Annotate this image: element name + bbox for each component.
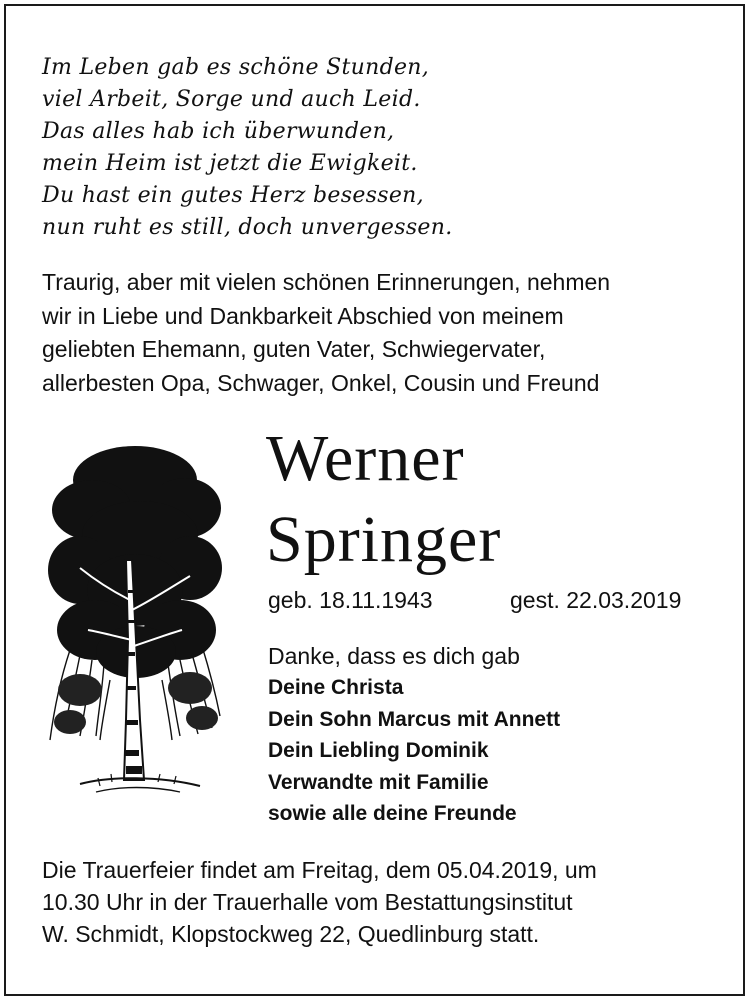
death-date: gest. 22.03.2019: [510, 587, 682, 613]
service-line: Die Trauerfeier findet am Freitag, dem 05.04.2019, um: [42, 857, 597, 883]
poem-line: nun ruht es still, doch unvergessen.: [42, 215, 453, 240]
birch-tree-icon: [40, 440, 226, 814]
intro-line: Traurig, aber mit vielen schönen Erinnerungen, nehmen: [42, 269, 611, 295]
poem-line: Du hast ein gutes Herz besessen,: [42, 183, 424, 208]
intro-line: allerbesten Opa, Schwager, Onkel, Cousin und Freund: [42, 369, 600, 396]
service-info: [42, 854, 722, 950]
last-name: Springer: [266, 503, 502, 576]
service-line: 10.30 Uhr in der Trauerhalle vom Bestattungsinstitut: [42, 889, 573, 915]
life-dates: [268, 586, 708, 614]
signer: Verwandte mit Familie: [268, 770, 489, 794]
signers-list: [268, 672, 560, 830]
thanks-line: Danke, dass es dich gab: [268, 643, 520, 669]
poem-line: Im Leben gab es schöne Stunden,: [42, 55, 430, 80]
birth-date: geb. 18.11.1943: [268, 587, 433, 613]
intro-line: geliebten Ehemann, guten Vater, Schwiegervater,: [42, 336, 546, 362]
poem-line: mein Heim ist jetzt die Ewigkeit.: [42, 151, 418, 176]
deceased-name: [266, 418, 501, 580]
signer: Dein Sohn Marcus mit Annett: [268, 707, 561, 731]
poem: [42, 52, 682, 244]
poem-line: Das alles hab ich überwunden,: [42, 119, 395, 144]
intro-line: wir in Liebe und Dankbarkeit Abschied von meinem: [42, 302, 564, 329]
service-line: W. Schmidt, Klopstockweg 22, Quedlinburg statt.: [42, 921, 540, 947]
first-name: Werner: [266, 422, 465, 495]
poem-line: viel Arbeit, Sorge und auch Leid.: [42, 87, 421, 112]
signer: sowie alle deine Freunde: [268, 802, 517, 825]
signer: Dein Liebling Dominik: [268, 739, 489, 762]
signer: Deine Christa: [268, 676, 404, 699]
intro-text: [42, 266, 722, 400]
